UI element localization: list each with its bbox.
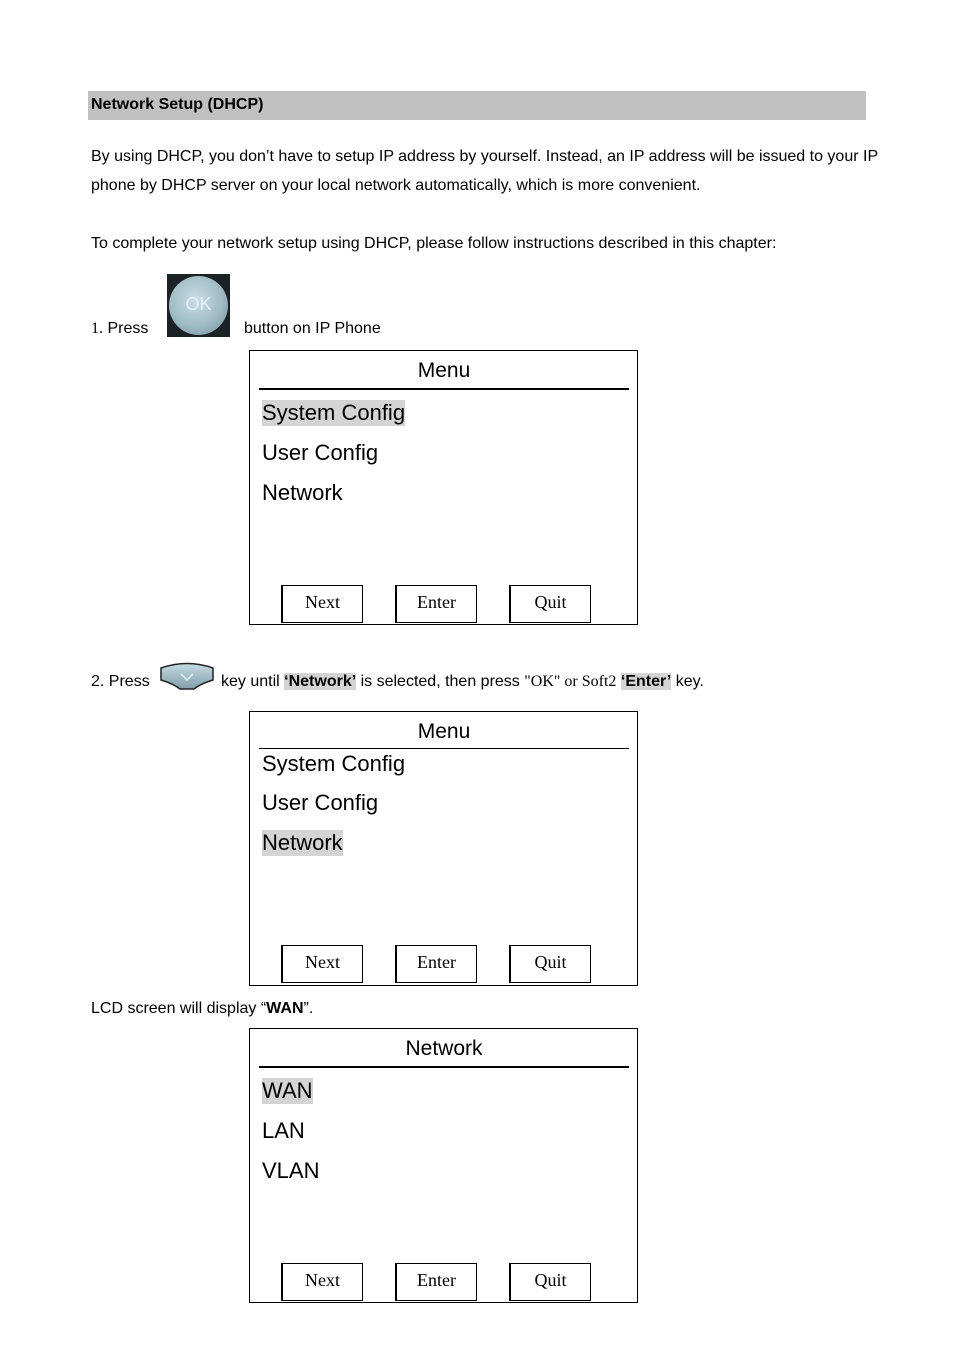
- ok-icon-label: OK: [185, 294, 212, 314]
- lcd-note-suffix: ”.: [303, 1000, 314, 1017]
- softkey-next: Next: [281, 945, 363, 983]
- lcd-screen-menu-2: [249, 711, 638, 986]
- enter-key-label: ‘Enter’: [620, 673, 672, 690]
- lcd-title: Menu: [259, 359, 629, 390]
- lcd-item-user-config: User Config: [262, 790, 379, 815]
- softkey-enter: Enter: [395, 585, 477, 623]
- step-2-prefix: 2. Press: [91, 673, 150, 690]
- section-header: [88, 91, 866, 120]
- step-2-key-end: key.: [671, 673, 704, 690]
- lcd-item-wan: WAN: [262, 1078, 313, 1103]
- softkey-next: Next: [281, 1263, 363, 1301]
- softkey-enter: Enter: [395, 945, 477, 983]
- section-title: Network Setup (DHCP): [91, 96, 264, 113]
- softkey-quit: Quit: [509, 1263, 591, 1301]
- lcd-screen-menu-1: [249, 350, 638, 625]
- softkey-next: Next: [281, 585, 363, 623]
- network-key-label: ‘Network’: [284, 673, 357, 690]
- softkey-enter: Enter: [395, 1263, 477, 1301]
- lcd-note: [91, 1000, 313, 1018]
- lcd-item-system-config: System Config: [262, 751, 406, 776]
- ok-or-soft2: "OK" or Soft2: [524, 673, 617, 690]
- step-1-number: 1.: [91, 320, 103, 337]
- step-1-press: Press: [103, 320, 149, 337]
- step-2-is-selected: is selected, then press: [356, 673, 525, 690]
- lcd-screen-network: [249, 1028, 638, 1303]
- lcd-item-network: Network: [262, 480, 343, 505]
- lcd-item-system-config: System Config: [262, 400, 406, 425]
- step-1: [91, 320, 148, 338]
- step-2-key-until: key until: [221, 673, 285, 690]
- intro-paragraph: By using DHCP, you don’t have to setup IP address by yourself. Instead, an IP address will be issued to your IP phone by DHCP server on your local network automatically, which is more convenient.: [91, 148, 878, 194]
- lcd-item-lan: LAN: [262, 1118, 305, 1143]
- step-1-suffix: button on IP Phone: [244, 320, 381, 337]
- lcd-title: Menu: [259, 720, 629, 749]
- softkey-quit: Quit: [509, 585, 591, 623]
- lcd-title: Network: [259, 1037, 629, 1068]
- down-arrow-key-icon: [160, 662, 214, 690]
- lcd-note-value: WAN: [266, 1000, 304, 1017]
- lcd-item-vlan: VLAN: [262, 1158, 320, 1183]
- ok-button-icon: [167, 274, 230, 337]
- lcd-item-network: Network: [262, 830, 343, 855]
- step-2-text: [221, 673, 704, 691]
- lcd-note-prefix: LCD screen will display “: [91, 1000, 267, 1017]
- softkey-quit: Quit: [509, 945, 591, 983]
- lcd-item-user-config: User Config: [262, 440, 379, 465]
- instructions-paragraph: To complete your network setup using DHCP, please follow instructions described in this chapter:: [91, 235, 777, 252]
